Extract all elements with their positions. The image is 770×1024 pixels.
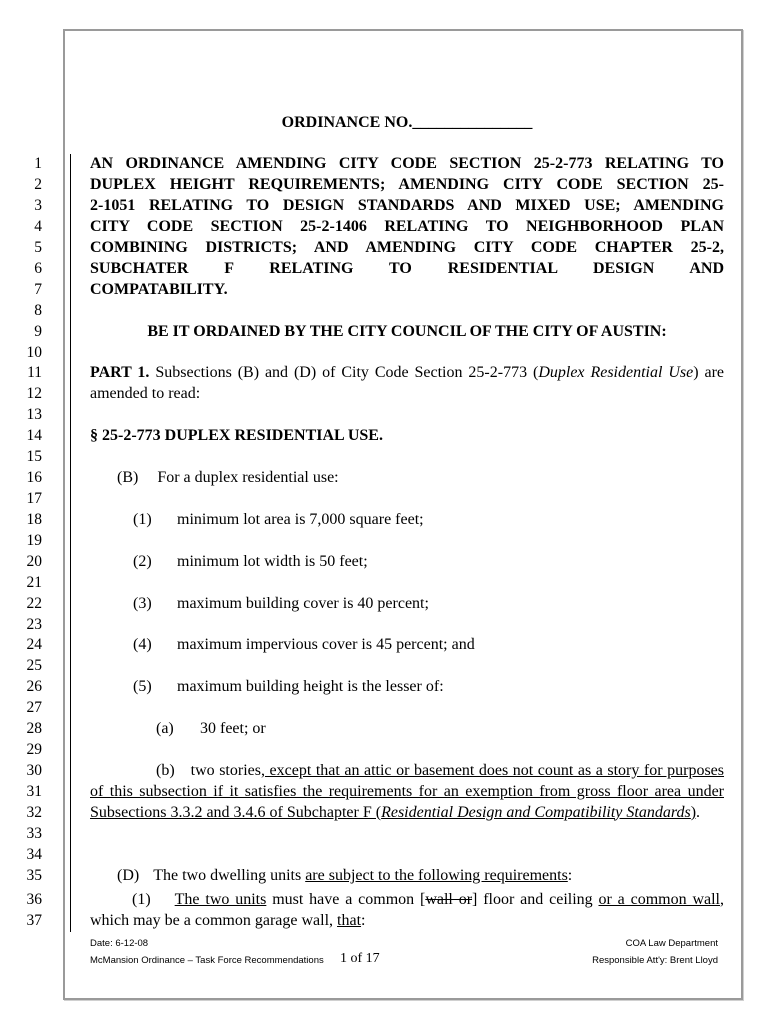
item-text: minimum lot width is 50 feet;: [177, 553, 368, 570]
line-number: 5: [34, 239, 42, 256]
enacting-clause: BE IT ORDAINED BY THE CITY COUNCIL OF THE CITY OF AUSTIN:: [147, 323, 667, 340]
line-number: 34: [26, 846, 42, 863]
subsection-d-text: The two dwelling units: [153, 867, 306, 884]
footer-attorney: Responsible Att'y: Brent Lloyd: [592, 955, 718, 966]
item-number: (5): [133, 678, 152, 695]
part1-text: Subsections (B) and (D) of City Code Section 25-2-773 (: [149, 364, 539, 381]
sub-item-b: [90, 761, 724, 823]
line-number: 10: [26, 344, 42, 361]
item-number: (4): [133, 636, 152, 653]
line-number: 28: [26, 720, 42, 737]
deleted-text: wall or: [425, 891, 473, 908]
inserted-text: , except that an attic or basement does not count as a story for purposes of this subsection if it satisfies the requirements for an exemption from gross floor area under Subsections 3.3.2 and 3.4.6 of Subchapter F (: [90, 762, 725, 821]
line-number: 33: [26, 825, 42, 842]
line-number: 30: [26, 762, 42, 779]
subsection-d: [117, 866, 717, 887]
item-text: maximum building height is the lesser of:: [177, 678, 444, 695]
line-number: 18: [26, 511, 42, 528]
line-number: 11: [27, 364, 42, 381]
subsection-d-end: :: [567, 867, 573, 884]
line-number: 6: [34, 260, 42, 277]
line-number: 19: [26, 532, 42, 549]
line-number: 37: [26, 912, 42, 929]
sub-item-text: two stories: [190, 762, 261, 779]
inserted-text: or a common wall: [598, 891, 721, 908]
inserted-title: Residential Design and Compatibility Standards: [381, 803, 691, 821]
item-number: (1): [132, 891, 151, 908]
caption-line: COMBINING DISTRICTS; AND AMENDING CITY CODE CHAPTER 25-2,: [90, 239, 724, 256]
line-number: 3: [34, 197, 42, 214]
line-number: 36: [26, 891, 42, 908]
footer-department: COA Law Department: [625, 938, 718, 949]
sub-item-number: (b): [156, 762, 175, 779]
caption-line: COMPATABILITY.: [90, 281, 228, 298]
item-number: (3): [133, 595, 152, 612]
inserted-text: The two units: [174, 891, 267, 908]
line-number: 16: [26, 469, 42, 486]
part1-text-end: ) are amended to read:: [90, 364, 725, 402]
caption-line: CITY CODE SECTION 25-2-1406 RELATING TO NEIGHBORHOOD PLAN: [90, 218, 724, 235]
line-number: 27: [26, 699, 42, 716]
item-text: ] floor and ceiling: [472, 891, 599, 908]
inserted-text: that: [337, 911, 362, 929]
subsection-b-label: (B): [117, 469, 139, 486]
line-number: 9: [34, 323, 42, 340]
caption-line: DUPLEX HEIGHT REQUIREMENTS; AMENDING CITY CODE SECTION 25-: [90, 176, 724, 193]
line-number-rule: [70, 154, 71, 932]
caption-line: 2-1051 RELATING TO DESIGN STANDARDS AND MIXED USE; AMENDING: [90, 197, 724, 214]
sub-item-number: (a): [156, 720, 174, 737]
line-number: 8: [34, 302, 42, 319]
line-number: 4: [34, 218, 42, 235]
item-text: maximum impervious cover is 45 percent; and: [177, 636, 475, 653]
section-heading: § 25-2-773 DUPLEX RESIDENTIAL USE.: [90, 427, 383, 444]
line-number: 25: [26, 657, 42, 674]
line-number: 13: [26, 406, 42, 423]
item-text: , which may be a common garage wall,: [90, 891, 725, 929]
sub-item-a: [156, 719, 716, 740]
item-number: (1): [133, 511, 152, 528]
part1-label: PART 1.: [90, 364, 150, 381]
item-text: :: [361, 911, 366, 929]
subsection-d-label: (D): [117, 867, 140, 884]
line-number: 21: [26, 574, 42, 591]
line-number: 2: [34, 176, 42, 193]
subsection-b: [117, 468, 717, 489]
line-number: 26: [26, 678, 42, 695]
inserted-text: are subject to the following requirements: [305, 867, 568, 884]
list-item: [133, 510, 713, 531]
line-number: 32: [26, 804, 42, 821]
part1-paragraph: [90, 363, 724, 405]
list-item: [133, 677, 713, 698]
list-item: [133, 594, 713, 615]
list-item: [133, 552, 713, 573]
caption-line: AN ORDINANCE AMENDING CITY CODE SECTION 25-2-773 RELATING TO: [90, 155, 724, 172]
line-number: 17: [26, 490, 42, 507]
line-number: 1: [34, 155, 42, 172]
footer-page-number: 1 of 17: [340, 951, 380, 966]
part1-section-title: Duplex Residential Use: [538, 364, 694, 381]
item-number: (2): [133, 553, 152, 570]
subsection-d-item-1: [90, 890, 724, 932]
line-number: 31: [26, 783, 42, 800]
line-number: 24: [26, 636, 42, 653]
line-number: 15: [26, 448, 42, 465]
line-number: 35: [26, 867, 42, 884]
line-number: 7: [34, 281, 42, 298]
list-item: [133, 635, 713, 656]
item-text: must have a common [: [266, 891, 426, 908]
line-number: 12: [26, 385, 42, 402]
item-text: maximum building cover is 40 percent;: [177, 595, 429, 612]
line-number: 29: [26, 741, 42, 758]
item-text: minimum lot area is 7,000 square feet;: [177, 511, 424, 528]
footer-document: McMansion Ordinance – Task Force Recommendations: [90, 955, 324, 966]
line-number: 22: [26, 595, 42, 612]
line-number: 14: [26, 427, 42, 444]
sub-item-end: .: [696, 803, 701, 821]
line-number: 23: [26, 616, 42, 633]
caption-line: SUBCHATER F RELATING TO RESIDENTIAL DESIGN AND: [90, 260, 724, 277]
subsection-b-text: For a duplex residential use:: [157, 469, 339, 486]
inserted-text-end: ): [690, 803, 697, 821]
line-number: 20: [26, 553, 42, 570]
ordinance-title: ORDINANCE NO._______________: [281, 114, 533, 131]
footer-date: Date: 6-12-08: [90, 938, 149, 949]
sub-item-text: 30 feet; or: [200, 720, 266, 737]
